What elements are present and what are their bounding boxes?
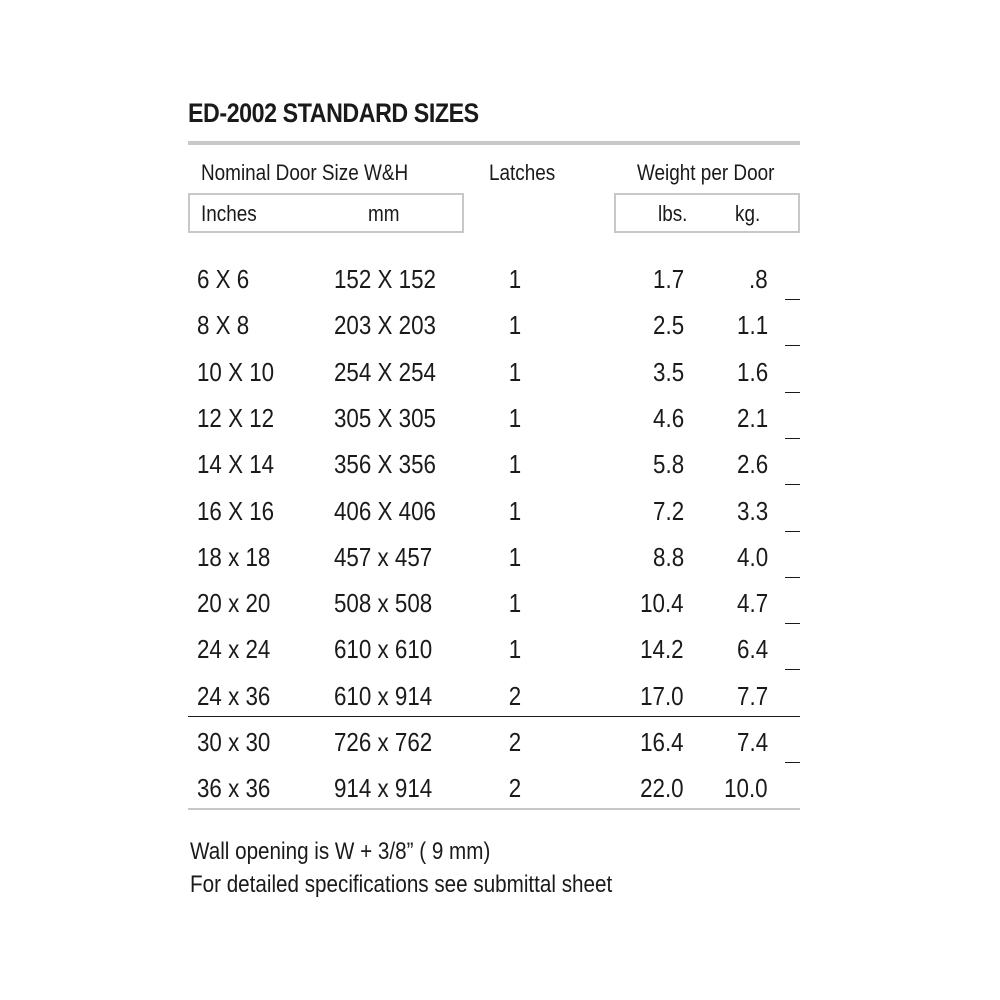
header-kg: kg.	[735, 201, 761, 226]
cell-mm: 457 x 457	[334, 541, 433, 572]
row-separator	[785, 762, 800, 763]
cell-latches: 1	[508, 495, 522, 526]
size-units-box	[188, 193, 464, 233]
row-separator	[188, 716, 800, 717]
cell-kg: 2.6	[736, 449, 768, 480]
header-nominal: Nominal Door Size W&H	[201, 160, 409, 185]
row-separator	[785, 392, 800, 393]
cell-kg: 7.7	[736, 680, 768, 711]
cell-kg: 2.1	[736, 402, 768, 433]
row-separator	[785, 438, 800, 439]
cell-mm: 254 X 254	[334, 356, 436, 387]
cell-kg: 3.3	[736, 495, 768, 526]
cell-lbs: 4.6	[652, 402, 684, 433]
cell-lbs: 2.5	[652, 310, 684, 341]
cell-lbs: 16.4	[640, 727, 684, 757]
row-separator	[785, 669, 800, 670]
cell-mm: 305 X 305	[334, 402, 436, 433]
cell-mm: 356 X 356	[334, 449, 436, 480]
cell-inches: 14 X 14	[197, 449, 275, 480]
row-separator	[785, 577, 800, 578]
header-weight: Weight per Door	[637, 160, 775, 185]
cell-inches: 20 x 20	[197, 588, 271, 619]
cell-lbs: 7.2	[652, 495, 684, 526]
cell-latches: 2	[508, 680, 522, 711]
cell-lbs: 1.7	[652, 264, 684, 294]
cell-latches: 1	[508, 264, 522, 294]
cell-lbs: 3.5	[652, 356, 684, 387]
cell-inches: 8 X 8	[197, 310, 250, 341]
row-separator	[785, 531, 800, 532]
cell-latches: 1	[508, 588, 522, 619]
cell-kg: 1.6	[736, 356, 768, 387]
cell-lbs: 5.8	[652, 449, 684, 480]
row-separator	[188, 808, 800, 810]
cell-latches: 2	[508, 773, 522, 804]
cell-kg: .8	[749, 264, 768, 294]
cell-kg: 7.4	[736, 727, 768, 757]
cell-inches: 18 x 18	[197, 541, 271, 572]
cell-kg: 4.7	[736, 588, 768, 619]
cell-lbs: 8.8	[652, 541, 684, 572]
cell-latches: 1	[508, 541, 522, 572]
cell-inches: 6 X 6	[197, 264, 250, 294]
header-latches: Latches	[489, 160, 556, 185]
cell-mm: 406 X 406	[334, 495, 436, 526]
cell-lbs: 17.0	[640, 680, 684, 711]
cell-kg: 10.0	[724, 773, 768, 804]
cell-inches: 16 X 16	[197, 495, 275, 526]
cell-inches: 30 x 30	[197, 727, 271, 757]
cell-lbs: 10.4	[640, 588, 684, 619]
cell-mm: 508 x 508	[334, 588, 433, 619]
weight-units-box	[614, 193, 800, 233]
header-lbs: lbs.	[658, 201, 688, 226]
cell-mm: 203 X 203	[334, 310, 436, 341]
cell-inches: 12 X 12	[197, 402, 275, 433]
cell-latches: 1	[508, 402, 522, 433]
row-separator	[785, 484, 800, 485]
header-mm: mm	[368, 201, 400, 226]
note-wall-opening: Wall opening is W + 3/8” ( 9 mm)	[190, 838, 491, 865]
cell-kg: 1.1	[736, 310, 768, 341]
page-title: ED-2002 STANDARD SIZES	[188, 98, 479, 128]
cell-inches: 24 x 36	[197, 680, 271, 711]
cell-kg: 4.0	[736, 541, 768, 572]
cell-mm: 152 X 152	[334, 264, 436, 294]
cell-inches: 24 x 24	[197, 634, 271, 665]
cell-mm: 726 x 762	[334, 727, 433, 757]
cell-kg: 6.4	[736, 634, 768, 665]
cell-latches: 1	[508, 634, 522, 665]
cell-latches: 1	[508, 310, 522, 341]
cell-latches: 2	[508, 727, 522, 757]
cell-lbs: 14.2	[640, 634, 684, 665]
cell-mm: 914 x 914	[334, 773, 433, 804]
cell-inches: 10 X 10	[197, 356, 275, 387]
cell-lbs: 22.0	[640, 773, 684, 804]
note-specifications: For detailed specifications see submittal sheet	[190, 871, 613, 898]
row-separator	[785, 345, 800, 346]
cell-latches: 1	[508, 449, 522, 480]
header-inches: Inches	[201, 201, 257, 226]
cell-latches: 1	[508, 356, 522, 387]
cell-mm: 610 x 610	[334, 634, 433, 665]
row-separator	[785, 299, 800, 300]
cell-inches: 36 x 36	[197, 773, 271, 804]
title-rule	[188, 141, 800, 145]
row-separator	[785, 623, 800, 624]
cell-mm: 610 x 914	[334, 680, 433, 711]
